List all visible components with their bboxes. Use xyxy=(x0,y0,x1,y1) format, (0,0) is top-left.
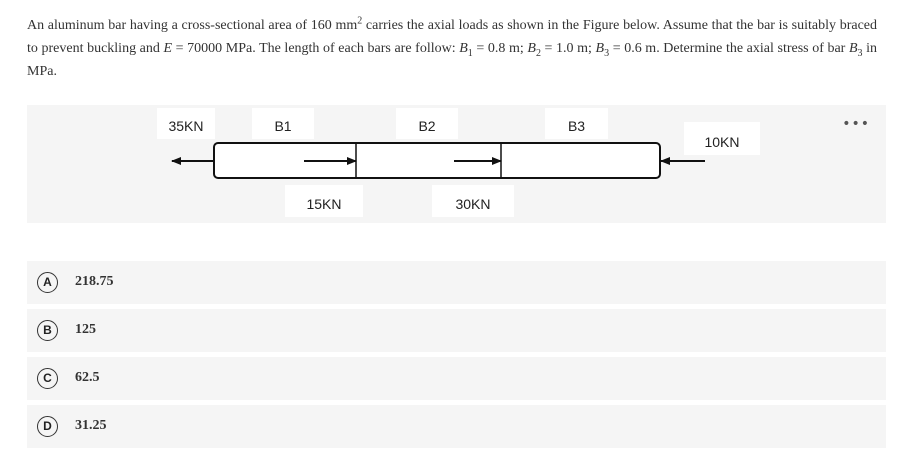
option-text: 218.75 xyxy=(75,274,114,289)
answer-option-b[interactable] xyxy=(27,309,886,352)
answer-option-d[interactable] xyxy=(27,405,886,448)
question-part: = 0.8 m; xyxy=(472,41,528,56)
bar-body xyxy=(214,143,660,178)
question-part: in MPa. xyxy=(27,41,878,79)
subscript: 3 xyxy=(857,47,863,59)
superscript: 2 xyxy=(357,15,363,27)
bar-label-b2: B2 xyxy=(396,108,458,139)
load-label-10kn: 10KN xyxy=(684,122,760,155)
load-label-15kn: 15KN xyxy=(285,185,363,217)
question-part: = 0.6 m. Determine the axial stress of bar xyxy=(609,41,849,56)
subscript: 3 xyxy=(604,47,610,59)
subscript: 2 xyxy=(535,47,541,59)
bar-symbol: B xyxy=(848,41,858,56)
question-part: carries the axial loads as shown in the Figure below. Assume that the bar is suitably braced to prevent buckling and xyxy=(27,18,877,56)
bar-symbol: B xyxy=(459,41,468,56)
question-part: An aluminum bar having a cross-sectional area of 160 mm xyxy=(27,18,358,33)
bar-label-b1: B1 xyxy=(252,108,314,139)
bar-label-b3: B3 xyxy=(545,108,608,139)
option-letter-badge: D xyxy=(37,416,58,437)
load-label-30kn: 30KN xyxy=(432,185,514,217)
bar-symbol: B xyxy=(595,41,605,56)
option-letter-badge: C xyxy=(37,368,58,389)
more-options-icon[interactable]: ••• xyxy=(842,116,870,132)
option-text: 31.25 xyxy=(75,418,107,433)
option-letter-badge: A xyxy=(37,272,58,293)
answer-option-a[interactable] xyxy=(27,261,886,304)
question-part: = 70000 MPa. The length of each bars are follow: xyxy=(172,41,460,56)
load-label-35kn: 35KN xyxy=(157,108,215,139)
figure-panel xyxy=(27,105,886,223)
answer-option-c[interactable] xyxy=(27,357,886,400)
option-letter-badge: B xyxy=(37,320,58,341)
question-text xyxy=(27,14,877,83)
subscript: 1 xyxy=(467,47,473,59)
option-text: 62.5 xyxy=(75,370,100,385)
modulus-symbol: E xyxy=(163,41,173,56)
question-part: = 1.0 m; xyxy=(540,41,596,56)
bar-symbol: B xyxy=(527,41,536,56)
option-text: 125 xyxy=(75,322,96,337)
